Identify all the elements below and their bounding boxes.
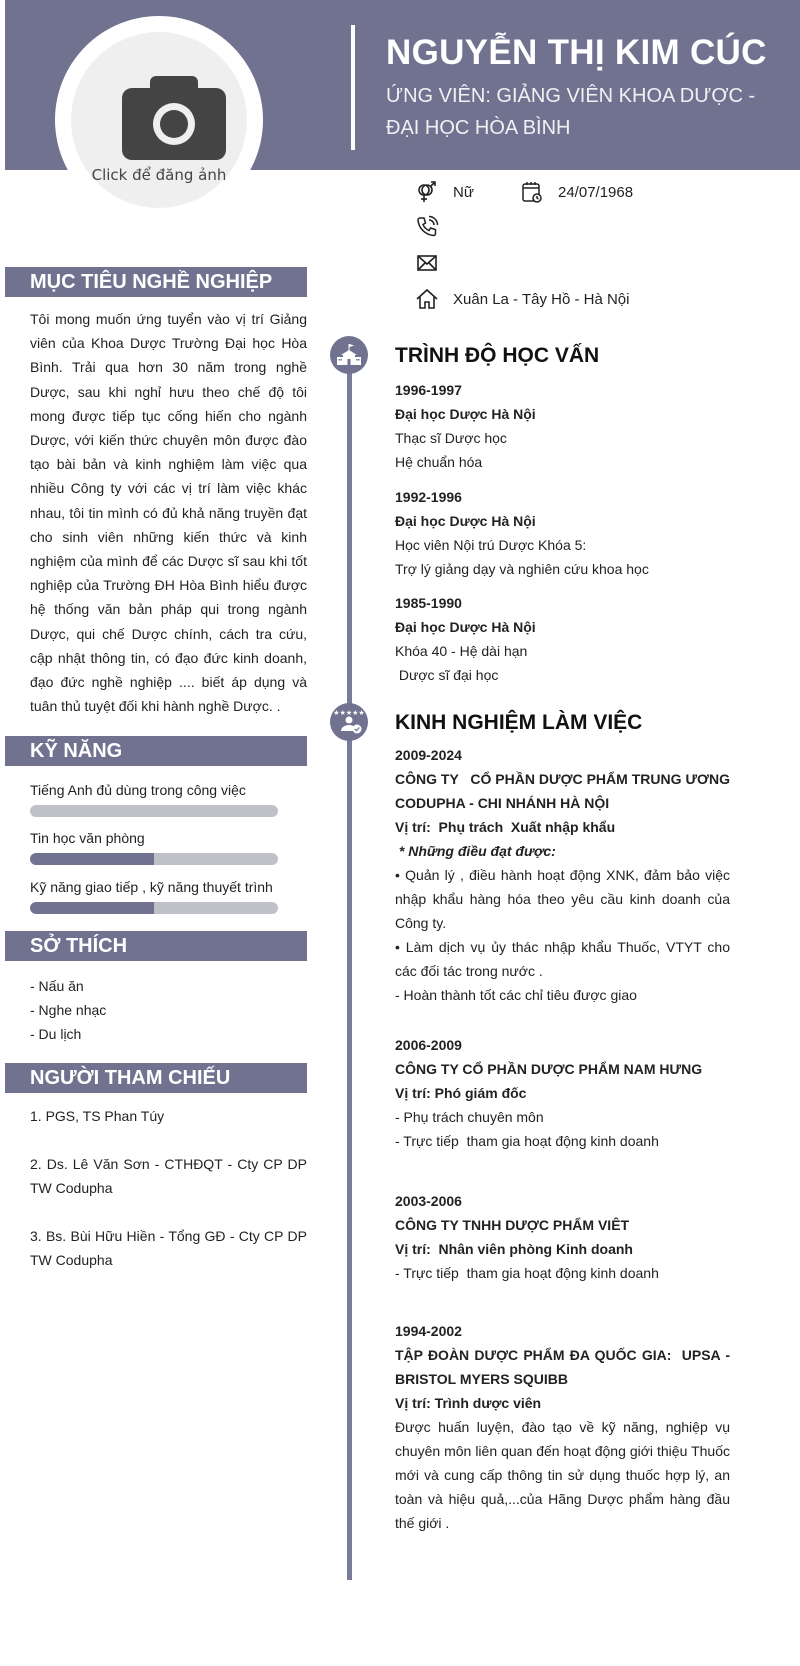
education-detail: Hệ chuẩn hóa — [395, 454, 483, 470]
timeline-line — [347, 355, 352, 1580]
skill-bar-fill — [30, 902, 154, 914]
experience-heading: KINH NGHIỆM LÀM VIỆC — [395, 711, 643, 734]
education-item — [395, 378, 730, 474]
experience-period: 2003-2006 — [395, 1193, 462, 1209]
skill-label: Tiếng Anh đủ dùng trong công việc — [30, 782, 246, 798]
email-icon — [415, 251, 439, 275]
experience-position: Vị trí: Phụ trách Xuất nhập khẩu — [395, 819, 616, 835]
hobbies-heading: SỞ THÍCH — [5, 931, 307, 961]
education-detail: Dược sĩ đại học — [395, 667, 499, 683]
education-detail: Thạc sĩ Dược học — [395, 430, 507, 446]
school-icon — [330, 336, 368, 374]
experience-company: CÔNG TY CỔ PHẦN DƯỢC PHẨM TRUNG ƯƠNG CODUPHA - CHI NHÁNH HÀ NỘI — [395, 771, 734, 811]
experience-company: CÔNG TY CỔ PHẦN DƯỢC PHẨM NAM HƯNG — [395, 1061, 703, 1077]
education-period: 1985-1990 — [395, 595, 462, 611]
experience-item — [395, 1189, 730, 1285]
experience-icon — [330, 703, 368, 741]
contact-birthdate — [520, 180, 633, 204]
skill-label: Tin học văn phòng — [30, 830, 145, 846]
skills-heading: KỸ NĂNG — [5, 736, 307, 766]
camera-icon — [122, 72, 226, 160]
experience-achievements-label: * Những điều đạt được: — [395, 843, 556, 859]
education-school: Đại học Dược Hà Nội — [395, 406, 536, 422]
skill-bar — [30, 902, 278, 914]
experience-detail: - Phụ trách chuyên môn — [395, 1109, 544, 1125]
objective-heading: MỤC TIÊU NGHỀ NGHIỆP — [5, 267, 307, 297]
education-heading: TRÌNH ĐỘ HỌC VẤN — [395, 344, 600, 367]
reference-item: 3. Bs. Bùi Hữu Hiền - Tổng GĐ - Cty CP DP TW Codupha — [30, 1228, 307, 1268]
experience-item — [395, 1319, 734, 1535]
avatar-caption: Click để đăng ảnh — [91, 166, 227, 184]
skill-bar — [30, 853, 278, 865]
hobby-item: - Nghe nhạc — [30, 1002, 107, 1018]
reference-item: 2. Ds. Lê Văn Sơn - CTHĐQT - Cty CP DP TW Codupha — [30, 1156, 307, 1196]
education-period: 1992-1996 — [395, 489, 462, 505]
education-school: Đại học Dược Hà Nội — [395, 619, 536, 635]
experience-period: 2009-2024 — [395, 747, 462, 763]
contact-email[interactable] — [415, 251, 453, 275]
experience-period: 2006-2009 — [395, 1037, 462, 1053]
contact-address — [415, 287, 629, 311]
hobby-item: - Du lịch — [30, 1026, 82, 1042]
skill-bar — [30, 805, 278, 817]
reference-item: 1. PGS, TS Phan Túy — [30, 1108, 165, 1124]
experience-detail: Được huấn luyện, đào tạo về kỹ năng, nghiệp vụ chuyên môn liên quan đến hoạt động giới thiệu Thuốc mới và cung cấp thông tin sử dụng thuốc hợp lý, an toàn và hiệu quả,...của Hãng Dược phẩm hàng đầu thế giới . — [395, 1419, 730, 1531]
gender-icon — [415, 180, 439, 204]
candidate-role: ỨNG VIÊN: GIẢNG VIÊN KHOA DƯỢC - ĐẠI HỌC HÒA BÌNH — [386, 85, 756, 139]
education-item — [395, 485, 730, 581]
svg-text:★★★★★: ★★★★★ — [333, 710, 365, 717]
education-item — [395, 591, 730, 687]
education-period: 1996-1997 — [395, 382, 462, 398]
experience-detail: - Trực tiếp tham gia hoạt động kinh doanh — [395, 1265, 659, 1281]
title-divider — [351, 25, 355, 150]
experience-item — [395, 1033, 730, 1153]
contact-phone[interactable] — [415, 215, 453, 239]
experience-position: Vị trí: Phó giám đốc — [395, 1085, 527, 1101]
candidate-name: NGUYỄN THỊ KIM CÚC — [386, 33, 767, 72]
experience-period: 1994-2002 — [395, 1323, 462, 1339]
address-value: Xuân La - Tây Hồ - Hà Nội — [453, 290, 630, 308]
experience-item — [395, 743, 734, 1007]
gender-value: Nữ — [453, 183, 474, 201]
experience-detail: • Quản lý , điều hành hoạt động XNK, đảm bảo việc nhập khẩu hàng hóa theo yêu cầu kinh doanh của Công ty. — [395, 867, 730, 931]
references-heading: NGƯỜI THAM CHIẾU — [5, 1063, 307, 1093]
education-detail: Trợ lý giảng dạy và nghiên cứu khoa học — [395, 561, 649, 577]
education-detail: Khóa 40 - Hệ dài hạn — [395, 643, 528, 659]
home-icon — [415, 287, 439, 311]
avatar-upload-area[interactable] — [71, 32, 247, 208]
experience-position: Vị trí: Trình dược viên — [395, 1395, 542, 1411]
experience-detail: - Hoàn thành tốt các chỉ tiêu được giao — [395, 987, 637, 1003]
experience-position: Vị trí: Nhân viên phòng Kinh doanh — [395, 1241, 633, 1257]
skill-bar-fill — [30, 853, 154, 865]
education-detail: Học viên Nội trú Dược Khóa 5: — [395, 537, 587, 553]
education-school: Đại học Dược Hà Nội — [395, 513, 536, 529]
phone-icon — [415, 215, 439, 239]
hobby-item: - Nấu ăn — [30, 978, 84, 994]
calendar-icon — [520, 180, 544, 204]
avatar[interactable] — [55, 16, 263, 224]
experience-company: CÔNG TY TNHH DƯỢC PHẨM VIÊT — [395, 1217, 630, 1233]
experience-company: TẬP ĐOÀN DƯỢC PHẨM ĐA QUỐC GIA: UPSA - BRISTOL MYERS SQUIBB — [395, 1347, 734, 1387]
experience-detail: • Làm dịch vụ ủy thác nhập khẩu Thuốc, VTYT cho các đối tác trong nước . — [395, 939, 730, 979]
experience-detail: - Trực tiếp tham gia hoạt động kinh doanh — [395, 1133, 659, 1149]
birthdate-value: 24/07/1968 — [558, 183, 634, 201]
skill-label: Kỹ năng giao tiếp , kỹ năng thuyết trình — [30, 879, 273, 895]
contact-gender — [415, 180, 474, 204]
objective-text: Tôi mong muốn ứng tuyển vào vị trí Giảng viên của Khoa Dược Trường Đại học Hòa Bình. Trải qua hơn 30 năm trong nghề Dược, sau khi nghỉ hưu theo chế độ tôi mong được tiếp tục cống hiến cho ngành Dược, với kiến thức chuyên môn được đào tạo bài bản và kinh nghiệm làm việc qua nhiều Công ty với các vị trí làm việc khác nhau, tôi tin mình có đủ khả năng truyền đạt cho sinh viên những kiến thức và kinh nghiệm của mình để các Dược sĩ sau khi tốt nghiệp của Trường ĐH Hòa Bình hiểu được hệ thống văn bản pháp qui trong ngành Dược, qui chế Dược chính, cách tra cứu, cập nhật thông tin, có đạo đức kinh doanh, đạo đức nghề nghiệp .... biết áp dụng và tuân thủ tuyệt đối khi hành nghề Dược. . — [30, 311, 307, 715]
